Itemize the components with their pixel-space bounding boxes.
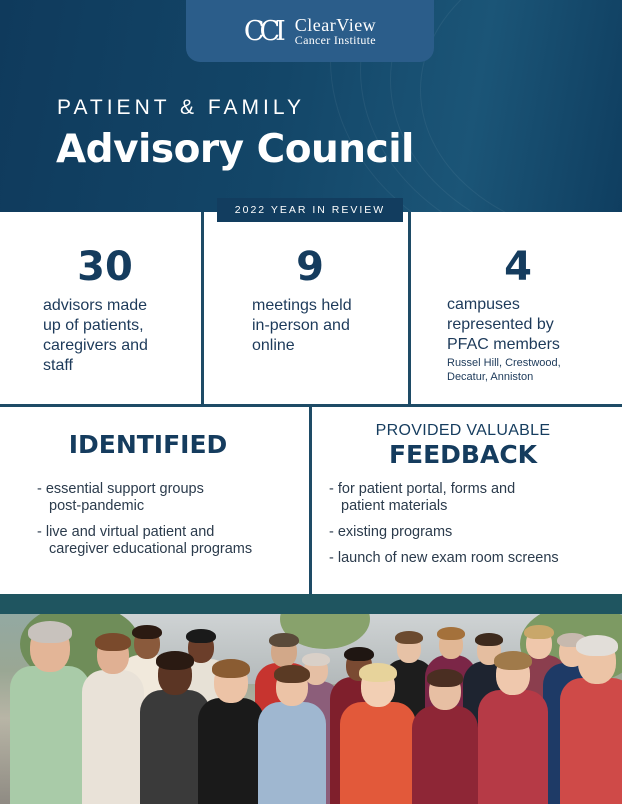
list-item: - existing programs — [329, 524, 453, 540]
stat-line: online — [252, 337, 295, 354]
header-kicker: PATIENT & FAMILY — [57, 96, 305, 119]
feedback-kicker: PROVIDED VALUABLE — [375, 422, 551, 439]
campus-line: Russel Hill, Crestwood, — [447, 357, 561, 369]
stat-description — [43, 296, 203, 376]
stat-line: in-person and — [252, 317, 350, 334]
feedback-heading: FEEDBACK — [388, 440, 538, 469]
list-item: - launch of new exam room screens — [329, 550, 559, 566]
stat-description — [252, 296, 402, 356]
campus-list — [447, 356, 617, 384]
group-photo — [0, 614, 622, 804]
list-item: - for patient portal, forms and patient materials — [329, 481, 516, 514]
logo-subtitle: Cancer Institute — [294, 33, 376, 47]
logo — [186, 0, 434, 62]
stat-divider — [408, 212, 411, 405]
stats-row — [0, 212, 622, 407]
campus-line: Decatur, Anniston — [447, 371, 534, 383]
stat-line: staff — [43, 357, 73, 374]
stat-line: caregivers and — [43, 337, 148, 354]
list-item: - essential support groups post-pandemic — [37, 481, 204, 514]
stat-line: meetings held — [252, 297, 352, 314]
stat-number: 4 — [504, 244, 532, 290]
stat-line: advisors made — [43, 297, 148, 314]
teal-band — [0, 594, 622, 614]
stat-number: 9 — [296, 244, 324, 290]
identified-list — [37, 481, 305, 567]
logo-name: ClearView — [294, 15, 377, 35]
stat-number: 30 — [77, 244, 133, 290]
logo-mark-icon: CCI — [243, 15, 281, 47]
stat-line: PFAC members — [447, 336, 560, 353]
stat-line: up of patients, — [43, 317, 144, 334]
list-item: - live and virtual patient and caregiver educational programs — [37, 524, 253, 557]
page-title: Advisory Council — [56, 127, 414, 172]
stat-line: represented by — [447, 316, 554, 333]
header-banner — [0, 0, 622, 212]
feedback-list — [329, 481, 619, 576]
identified-heading: IDENTIFIED — [68, 430, 228, 459]
stat-divider — [201, 212, 204, 405]
year-in-review-tag: 2022 YEAR IN REVIEW — [217, 198, 403, 222]
stat-line: campuses — [447, 296, 520, 313]
stat-description — [447, 295, 617, 355]
